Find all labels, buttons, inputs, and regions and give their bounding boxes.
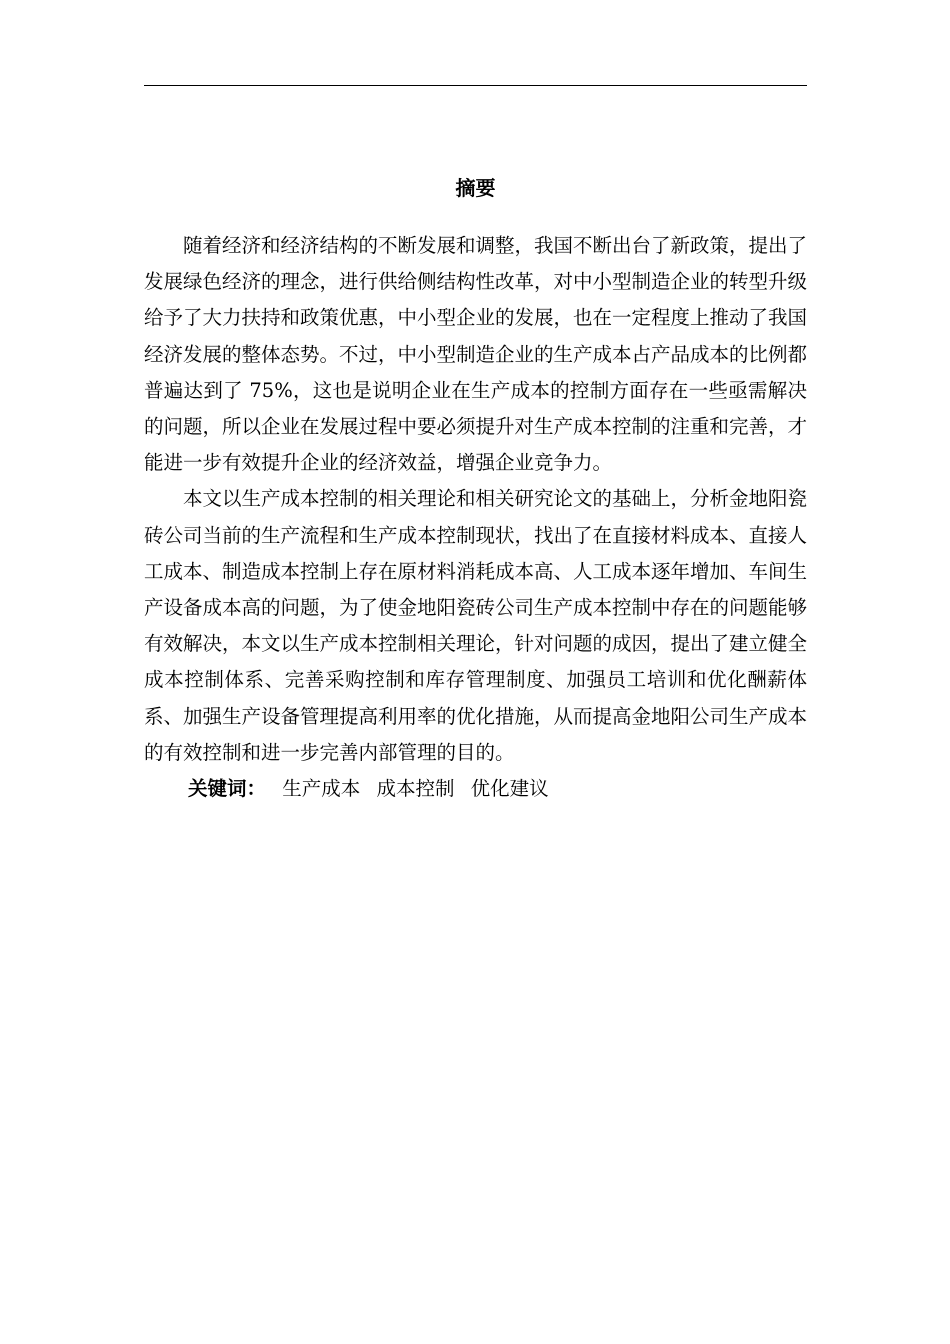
abstract-paragraph-1: 随着经济和经济结构的不断发展和调整，我国不断出台了新政策，提出了发展绿色经济的理念，进行供给侧结构性改革，对中小型制造企业的转型升级给予了大力扶持和政策优惠，中小型企业的发展，也在一定程度上推动了我国经济发展的整体态势。不过，中小型制造企业的生产成本占产品成本的比例都普遍达到了 75%，这也是说明企业在生产成本的控制方面存在一些亟需解决的问题，所以企业在发展过程中要必须提升对生产成本控制的注重和完善，才能进一步有效提升企业的经济效益，增强企业竞争力。 — [144, 234, 808, 475]
keywords-line — [144, 771, 807, 807]
abstract-title: 摘要 — [455, 176, 496, 200]
keywords-label: 关键词： — [188, 777, 267, 801]
abstract-section — [144, 170, 807, 807]
keyword: 成本控制 — [376, 777, 455, 801]
abstract-paragraph-2: 本文以生产成本控制的相关理论和相关研究论文的基础上，分析金地阳瓷砖公司当前的生产流程和生产成本控制现状，找出了在直接材料成本、直接人工成本、制造成本控制上存在原材料消耗成本高、人工成本逐年增加、车间生产设备成本高的问题，为了使金地阳瓷砖公司生产成本控制中存在的问题能够有效解决，本文以生产成本控制相关理论，针对问题的成因，提出了建立健全成本控制体系、完善采购控制和库存管理制度、加强员工培训和优化酬薪体系、加强生产设备管理提高利用率的优化措施，从而提高金地阳公司生产成本的有效控制和进一步完善内部管理的目的。 — [144, 487, 808, 764]
header-rule — [144, 85, 807, 86]
keyword: 优化建议 — [470, 777, 549, 801]
keyword: 生产成本 — [282, 777, 361, 801]
